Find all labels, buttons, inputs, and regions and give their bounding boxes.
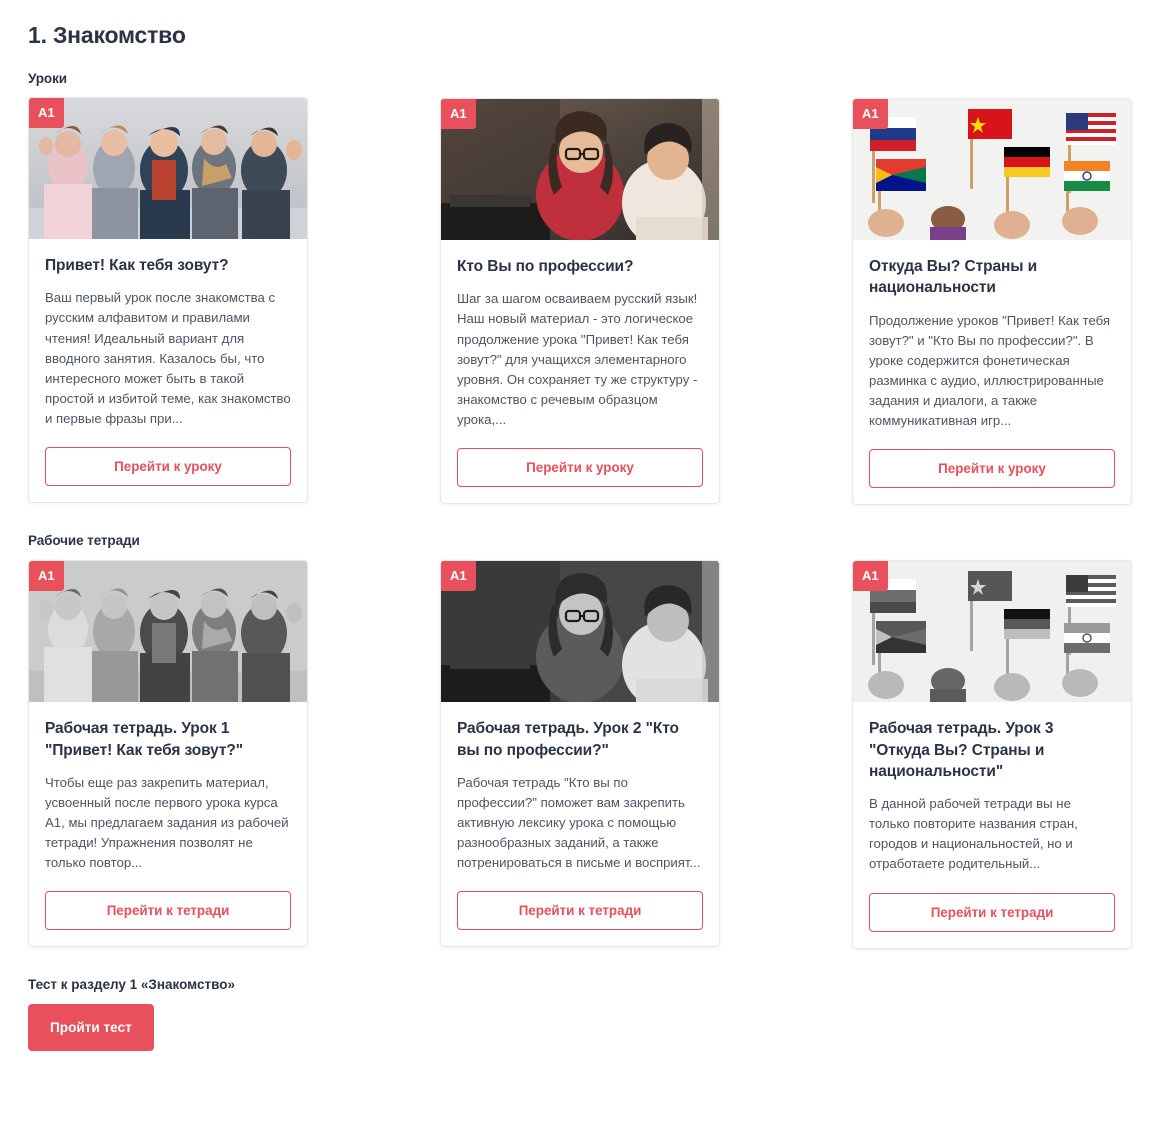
go-to-workbook-button[interactable]: Перейти к тетради xyxy=(869,893,1115,932)
workbook-card[interactable] xyxy=(440,560,720,947)
country-flags-image-grayscale xyxy=(853,561,1131,702)
lesson-title: Привет! Как тебя зовут? xyxy=(45,257,229,274)
take-test-button[interactable]: Пройти тест xyxy=(28,1004,154,1051)
workbook-thumbnail[interactable] xyxy=(29,561,307,702)
country-flags-image xyxy=(853,99,1131,240)
go-to-lesson-button[interactable]: Перейти к уроку xyxy=(869,449,1115,488)
office-women-image-grayscale xyxy=(441,561,719,702)
page-title: 1. Знакомство xyxy=(28,22,186,48)
lessons-grid xyxy=(28,98,1144,505)
lesson-description: Шаг за шагом осваиваем русский язык! Наш новый материал - это логическое продолжение урока "Привет! Как тебя зовут?" для учащихся элементарного уровня. Он сохраняет ту же структуру - знакомство с речевым образцом урока,... xyxy=(457,291,698,427)
workbook-thumbnail[interactable] xyxy=(441,561,719,702)
workbook-description: Чтобы еще раз закрепить материал, усвоенный после первого урока курса A1, мы предлагаем задания из рабочей тетради! Упражнения позволят не только повтор... xyxy=(45,774,289,871)
level-badge: A1 xyxy=(29,561,64,591)
workbook-card-body xyxy=(29,702,307,873)
workbooks-section-label: Рабочие тетради xyxy=(28,533,140,549)
lesson-title: Откуда Вы? Страны и национальности xyxy=(869,258,1038,297)
workbook-card-body xyxy=(441,702,719,873)
level-badge: A1 xyxy=(441,99,476,129)
workbook-title: Рабочая тетрадь. Урок 1 "Привет! Как тебя зовут?" xyxy=(45,720,243,759)
workbook-card[interactable] xyxy=(852,560,1132,948)
workbook-thumbnail[interactable] xyxy=(853,561,1131,702)
go-to-lesson-button[interactable]: Перейти к уроку xyxy=(45,447,291,486)
test-section-label: Тест к разделу 1 «Знакомство» xyxy=(28,976,235,992)
lesson-title: Кто Вы по профессии? xyxy=(457,258,634,275)
lesson-card[interactable] xyxy=(28,97,308,503)
lesson-card[interactable] xyxy=(440,98,720,504)
workbook-card[interactable] xyxy=(28,560,308,947)
lesson-thumbnail[interactable] xyxy=(29,98,307,239)
lesson-description: Продолжение уроков "Привет! Как тебя зовут?" и "Кто Вы по профессии?". В уроке содержится фонетическая разминка с аудио, иллюстрированные задания и диалоги, а также коммуникативная игр... xyxy=(869,312,1111,429)
lessons-section-label: Уроки xyxy=(28,71,67,86)
friends-winter-image-grayscale xyxy=(29,561,307,702)
friends-winter-image xyxy=(29,98,307,239)
workbook-card-body xyxy=(853,702,1131,874)
office-women-image xyxy=(441,99,719,240)
lesson-thumbnail[interactable] xyxy=(441,99,719,240)
workbook-description: Рабочая тетрадь "Кто вы по профессии?" поможет вам закрепить активную лексику урока с помощью разнообразных заданий, а также потренироваться в письме и восприят... xyxy=(457,774,701,871)
lesson-card-body xyxy=(441,240,719,430)
go-to-workbook-button[interactable]: Перейти к тетради xyxy=(45,891,291,930)
lesson-card-body xyxy=(853,240,1131,431)
level-badge: A1 xyxy=(853,99,888,129)
go-to-workbook-button[interactable]: Перейти к тетради xyxy=(457,891,703,930)
lesson-card-body xyxy=(29,239,307,429)
lesson-description: Ваш первый урок после знакомства с русским алфавитом и правилами чтения! Идеальный вариант для вводного занятия. Казалось бы, что интересного может быть в такой простой и избитой теме, как знакомство и первые фразы при... xyxy=(45,290,291,426)
workbook-title: Рабочая тетрадь. Урок 2 "Кто вы по профессии?" xyxy=(457,720,679,759)
go-to-lesson-button[interactable]: Перейти к уроку xyxy=(457,448,703,487)
lesson-thumbnail[interactable] xyxy=(853,99,1131,240)
spacer xyxy=(28,949,1144,977)
spacer xyxy=(28,505,1144,533)
level-badge: A1 xyxy=(29,98,64,128)
level-badge: A1 xyxy=(853,561,888,591)
workbook-description: В данной рабочей тетради вы не только повторите названия стран, городов и национальностей, но и отработаете родительный... xyxy=(869,796,1078,872)
level-badge: A1 xyxy=(441,561,476,591)
lesson-card[interactable] xyxy=(852,98,1132,505)
workbook-title: Рабочая тетрадь. Урок 3 "Откуда Вы? Страны и национальности" xyxy=(869,720,1054,780)
workbooks-grid xyxy=(28,560,1144,948)
